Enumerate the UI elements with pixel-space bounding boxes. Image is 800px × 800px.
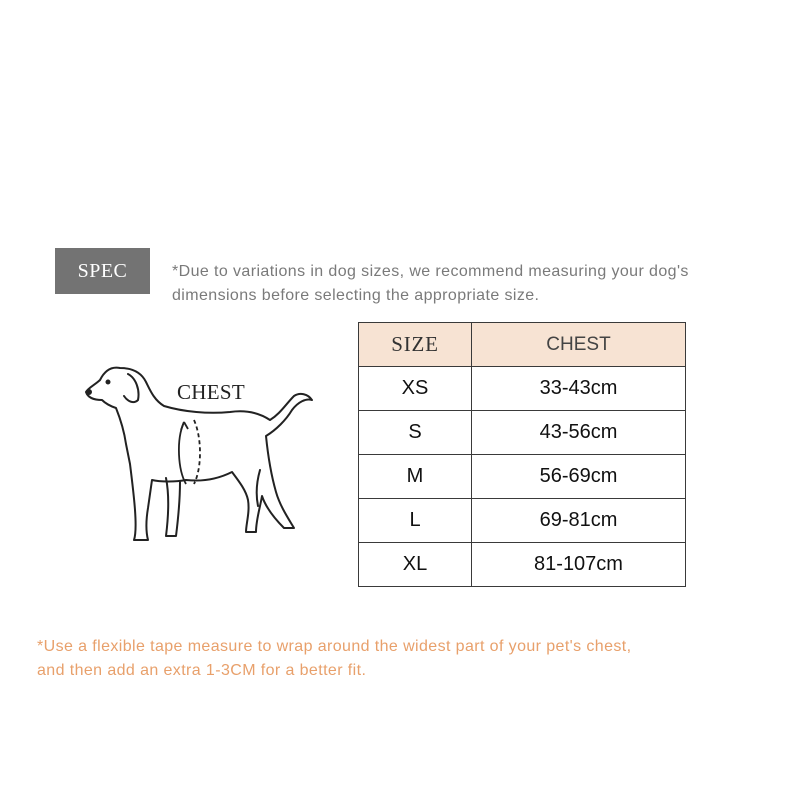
table-row [359, 411, 686, 455]
chest-cell: 33-43cm [472, 367, 686, 411]
measurement-note-bottom-line-2: and then add an extra 1-3CM for a better fit. [37, 662, 367, 679]
chest-cell: 56-69cm [472, 455, 686, 499]
chest-cell: 69-81cm [472, 499, 686, 543]
spec-badge: SPEC [55, 248, 150, 294]
size-cell: XS [359, 367, 472, 411]
table-row [359, 499, 686, 543]
measurement-note-bottom-line-1: *Use a flexible tape measure to wrap around the widest part of your pet's chest, [37, 638, 632, 655]
chest-column-header: CHEST [472, 323, 686, 367]
size-table [358, 322, 686, 587]
size-column-header: SIZE [359, 323, 472, 367]
chest-diagram-label: CHEST [177, 380, 246, 404]
table-row [359, 543, 686, 587]
chest-cell: 43-56cm [472, 411, 686, 455]
size-cell: S [359, 411, 472, 455]
measurement-note-top-line-1: *Due to variations in dog sizes, we recommend measuring your dog's [172, 263, 689, 280]
measurement-note-bottom [37, 635, 777, 683]
chest-cell: 81-107cm [472, 543, 686, 587]
measurement-note-top [172, 260, 782, 308]
measurement-note-top-line-2: dimensions before selecting the appropriate size. [172, 287, 540, 304]
size-cell: L [359, 499, 472, 543]
size-table-header-row [359, 323, 686, 367]
table-row [359, 455, 686, 499]
size-cell: XL [359, 543, 472, 587]
table-row [359, 367, 686, 411]
size-cell: M [359, 455, 472, 499]
